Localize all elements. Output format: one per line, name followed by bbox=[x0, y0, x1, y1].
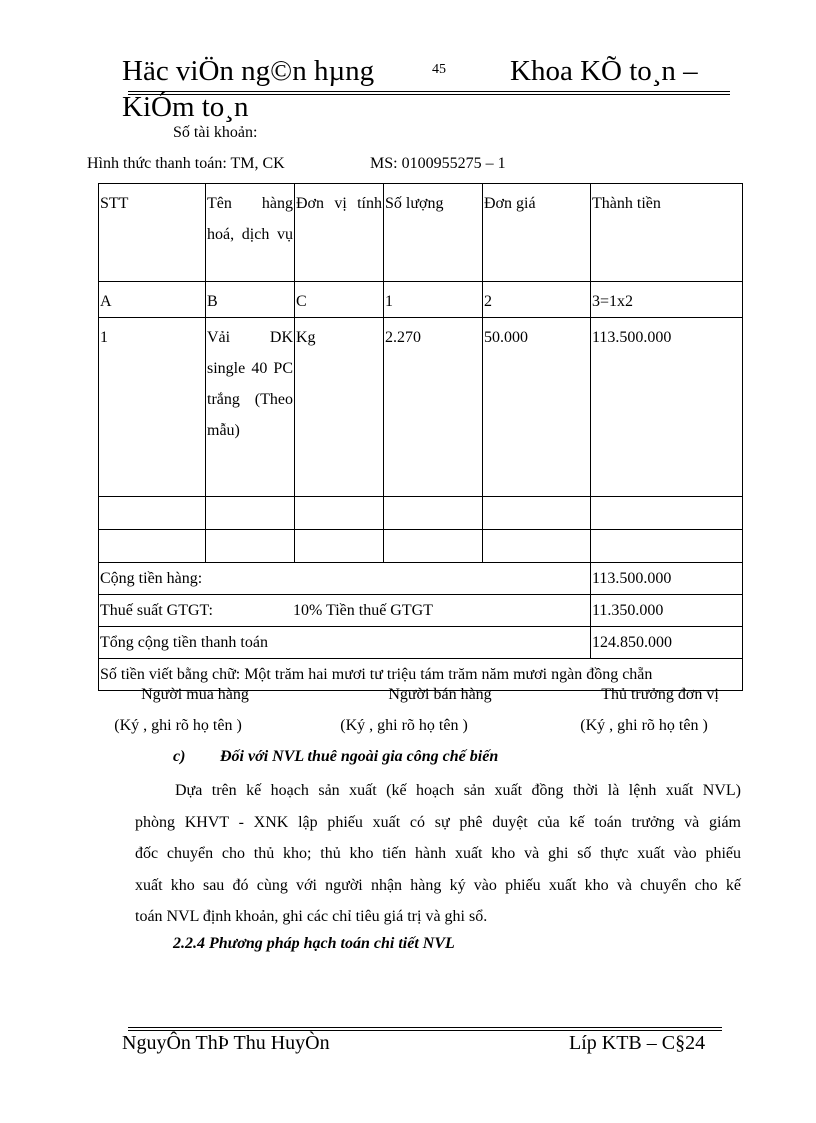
signature-seller: Người bán hàng bbox=[388, 686, 492, 703]
header-faculty: Khoa KÕ to¸n – bbox=[510, 55, 698, 87]
paragraph-line: Dựa trên kế hoạch sản xuất (kế hoạch sản xuất đồng thời là lệnh xuất NVL) bbox=[175, 782, 741, 799]
vat-tax-label: 10% Tiền thuế GTGT bbox=[292, 602, 433, 619]
signature-note-head: (Ký , ghi rõ họ tên ) bbox=[580, 717, 708, 734]
header-faculty-line2: KiÓm to¸n bbox=[122, 91, 249, 123]
col-stt: STT bbox=[99, 184, 206, 282]
subtotal-value: 113.500.000 bbox=[591, 563, 743, 595]
page-number: 45 bbox=[432, 62, 446, 77]
code-c: C bbox=[295, 282, 384, 318]
paragraph-line: toán NVL định khoản, ghi các chỉ tiêu giá trị và ghi sổ. bbox=[135, 908, 488, 925]
invoice-table bbox=[98, 183, 743, 691]
section-c-marker: c) bbox=[173, 748, 186, 765]
signature-buyer: Người mua hàng bbox=[141, 686, 249, 703]
signature-head: Thủ trưởng đơn vị bbox=[601, 686, 719, 703]
col-unit-price: Đơn giá bbox=[483, 184, 591, 282]
footer-rule bbox=[128, 1027, 722, 1028]
total-row bbox=[99, 627, 743, 659]
table-code-row bbox=[99, 282, 743, 318]
code-a: A bbox=[99, 282, 206, 318]
section-c-title: Đối với NVL thuê ngoài gia công chế biến bbox=[220, 748, 499, 765]
vat-label: Thuế suất GTGT: bbox=[100, 602, 213, 619]
subtotal-row bbox=[99, 563, 743, 595]
code-1: 1 bbox=[384, 282, 483, 318]
table-header-row bbox=[99, 184, 743, 282]
vat-value: 11.350.000 bbox=[591, 595, 743, 627]
code-b: B bbox=[206, 282, 295, 318]
table-row bbox=[99, 318, 743, 497]
row-product: Vải DK single 40 PC trắng (Theo mẫu) bbox=[206, 318, 295, 497]
paragraph-line: đốc chuyển cho thủ kho; thủ kho tiến hành xuất kho và ghi số thực xuất vào phiếu bbox=[135, 845, 741, 862]
header-school: Häc viÖn ng©n hµng bbox=[122, 55, 375, 87]
paragraph-line: phòng KHVT - XNK lập phiếu xuất có sự phê duyệt của kế toán trưởng và giám bbox=[135, 813, 741, 831]
row-stt: 1 bbox=[99, 318, 206, 497]
footer-author: NguyÔn ThÞ Thu HuyÒn bbox=[122, 1032, 330, 1054]
vat-cell bbox=[99, 595, 591, 627]
col-unit: Đơn vị tính bbox=[295, 184, 384, 282]
col-amount: Thành tiền bbox=[591, 184, 743, 282]
table-row-empty bbox=[99, 497, 743, 530]
row-unit-price: 50.000 bbox=[483, 318, 591, 497]
total-value: 124.850.000 bbox=[591, 627, 743, 659]
tax-code: MS: 0100955275 – 1 bbox=[370, 155, 506, 172]
section-c-paragraph bbox=[135, 775, 741, 933]
amount-in-words: Số tiền viết bằng chữ: Một trăm hai mươi tư triệu tám trăm năm mươi ngàn đồng chẵn bbox=[99, 659, 743, 691]
total-label: Tổng cộng tiền thanh toán bbox=[99, 627, 591, 659]
col-product: Tên hàng hoá, dịch vụ bbox=[206, 184, 295, 282]
signature-note-seller: (Ký , ghi rõ họ tên ) bbox=[340, 717, 468, 734]
row-amount: 113.500.000 bbox=[591, 318, 743, 497]
footer-rule-2 bbox=[128, 1030, 722, 1031]
account-number: Số tài khoản: bbox=[173, 124, 258, 141]
code-2: 2 bbox=[483, 282, 591, 318]
payment-method: Hình thức thanh toán: TM, CK bbox=[87, 155, 285, 172]
col-quantity: Số lượng bbox=[384, 184, 483, 282]
vat-row bbox=[99, 595, 743, 627]
code-3: 3=1x2 bbox=[591, 282, 743, 318]
table-row-empty bbox=[99, 530, 743, 563]
row-unit: Kg bbox=[295, 318, 384, 497]
row-quantity: 2.270 bbox=[384, 318, 483, 497]
section-224-title: 2.2.4 Phương pháp hạch toán chi tiết NVL bbox=[173, 935, 455, 952]
footer-class: Líp KTB – C§24 bbox=[569, 1032, 706, 1054]
signature-note-buyer: (Ký , ghi rõ họ tên ) bbox=[114, 717, 242, 734]
subtotal-label: Cộng tiền hàng: bbox=[99, 563, 591, 595]
paragraph-line: xuất kho sau đó cùng với người nhận hàng ký vào phiếu xuất kho và chuyển cho kế bbox=[135, 876, 741, 894]
